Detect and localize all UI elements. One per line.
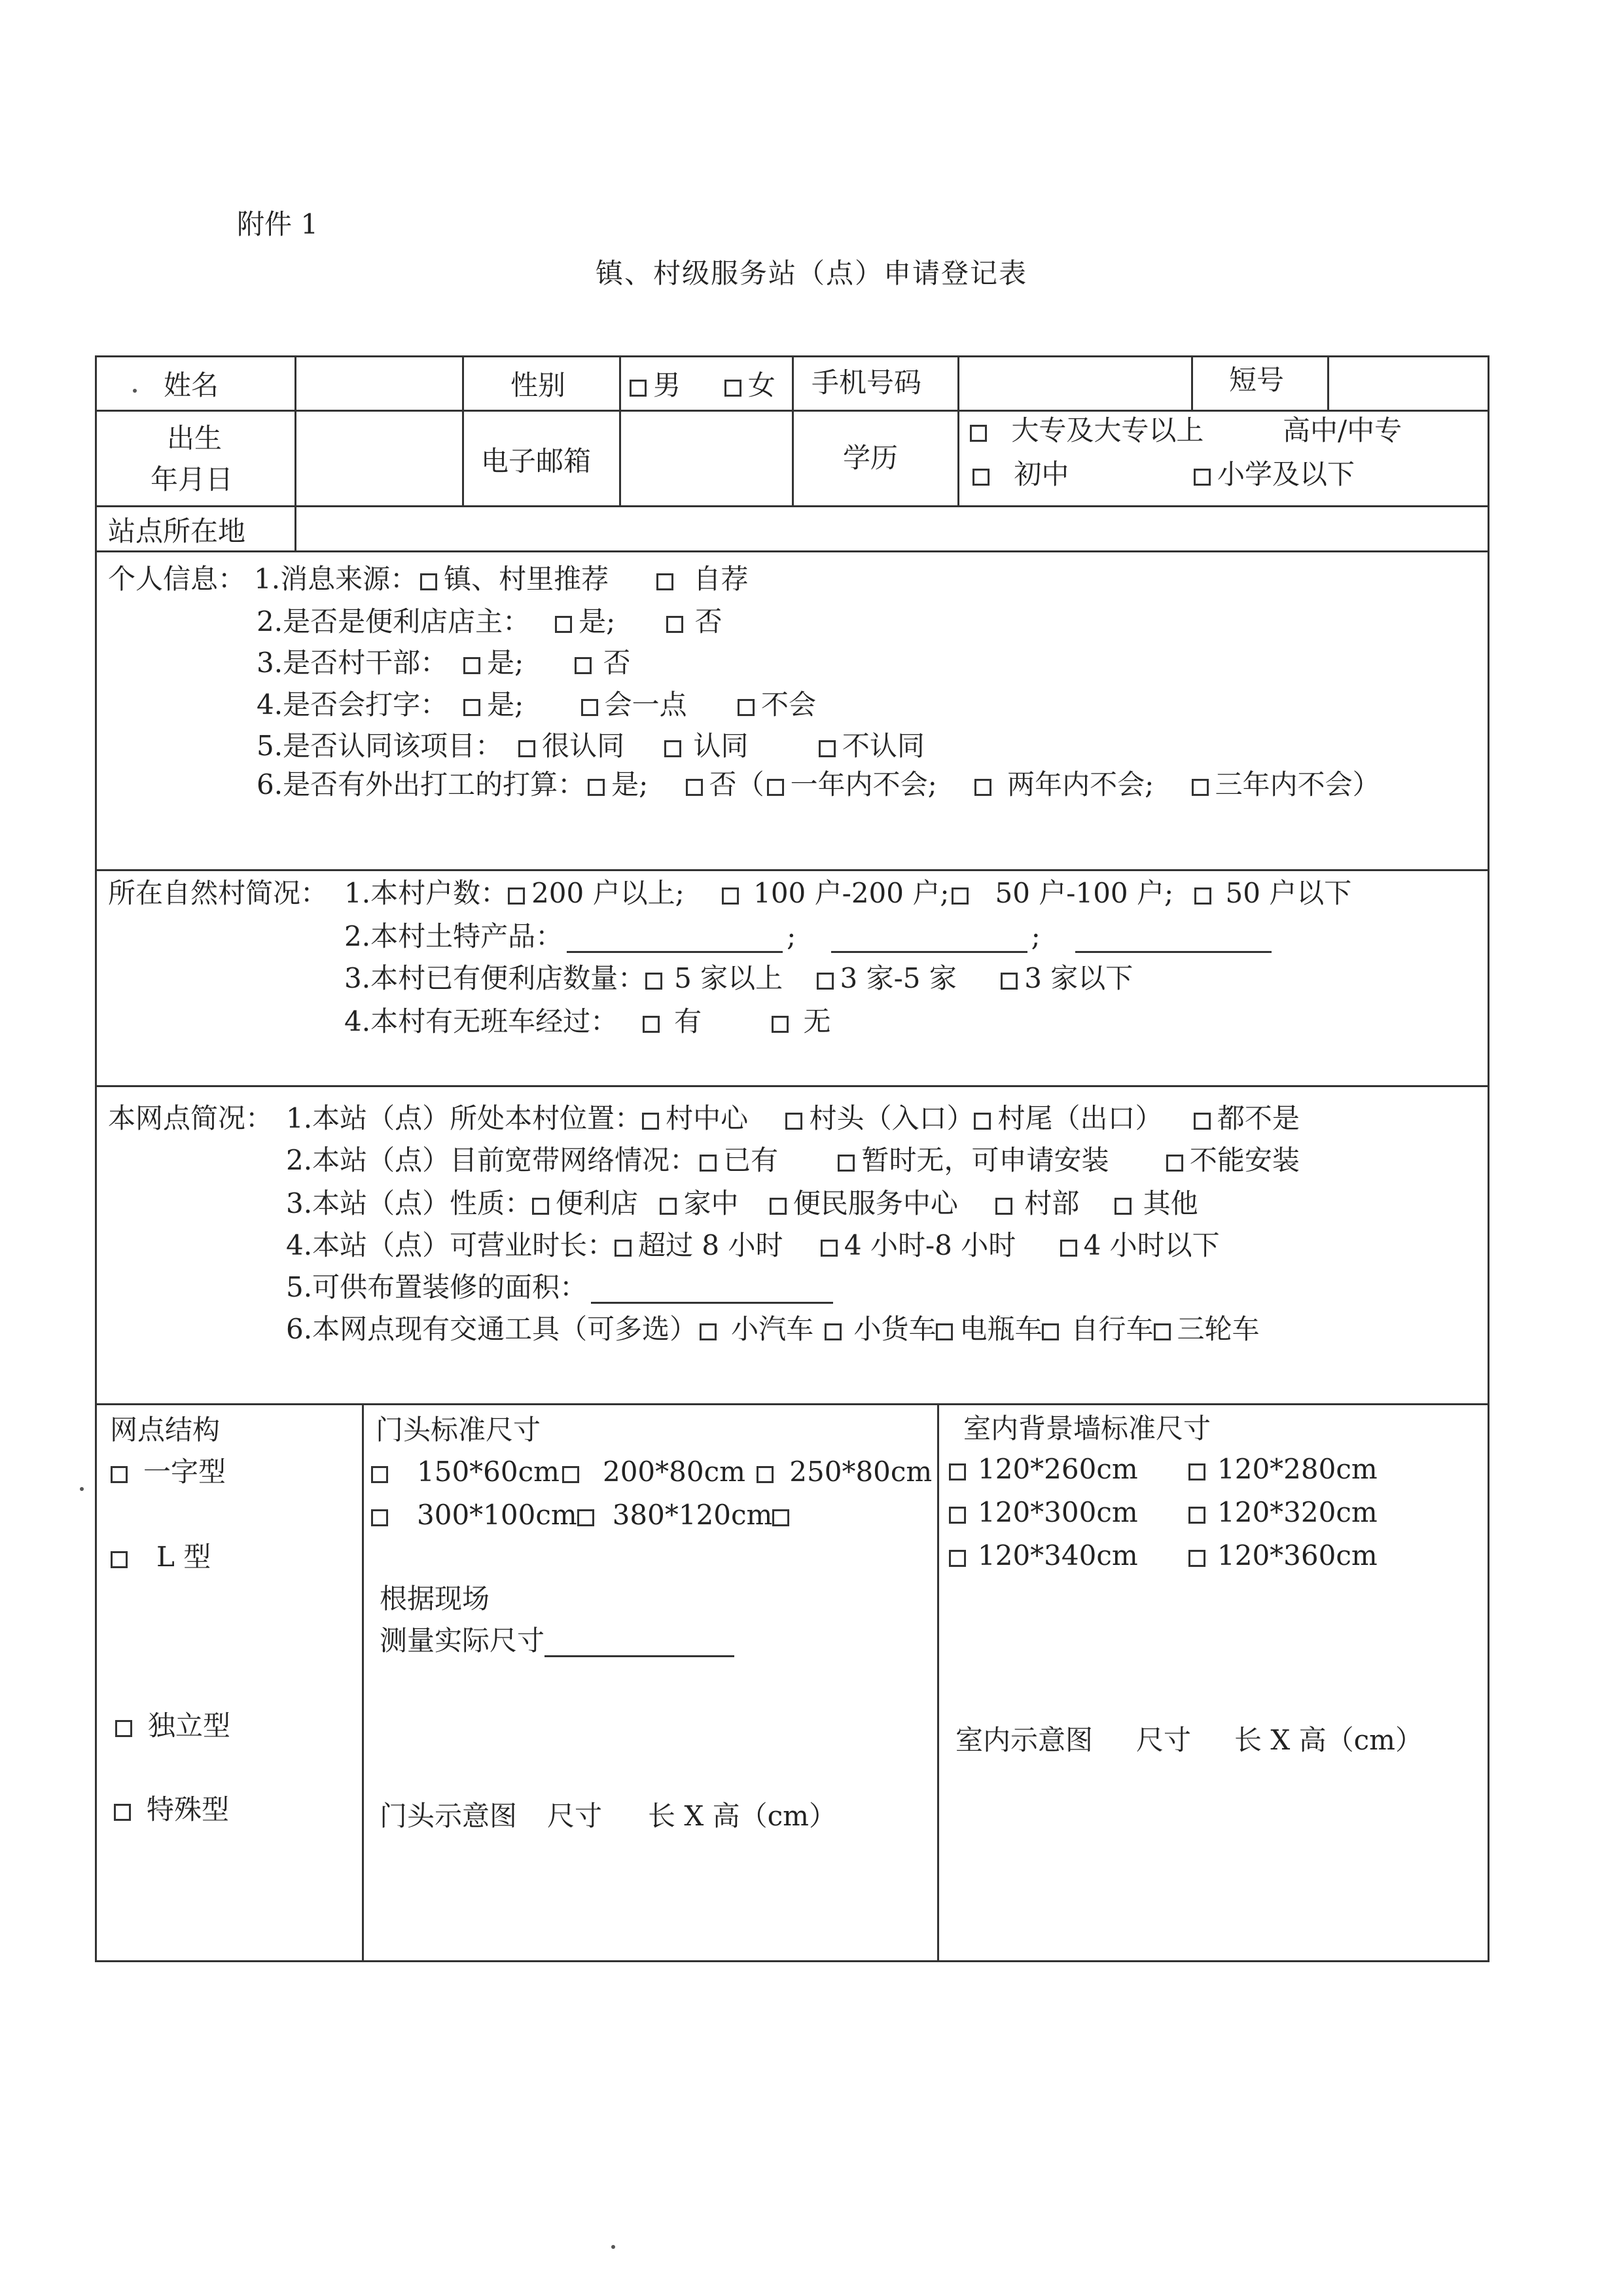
structure-l-checkbox[interactable] <box>111 1551 128 1568</box>
bus-no-checkbox[interactable] <box>772 1016 789 1033</box>
door-size-label: 门头标准尺寸 <box>376 1414 541 1446</box>
edu-college-option: 大专及大专以上 <box>967 414 1204 447</box>
door-150x60-checkbox[interactable] <box>371 1466 388 1483</box>
typing-no-checkbox[interactable] <box>738 699 755 716</box>
vehicle-car-checkbox[interactable] <box>700 1323 717 1340</box>
outlet-q1: 1.本站（点）所处本村位置： 村中心 村头（入口） 村尾（出口） 都不是 <box>286 1102 1300 1134</box>
type-home-checkbox[interactable] <box>660 1198 677 1215</box>
door-sizes-row-1: 150*60cm 200*80cm 250*80cm <box>368 1456 932 1488</box>
outlet-q6: 6.本网点现有交通工具（可多选） 小汽车 小货车 电瓶车 自行车 三轮车 <box>286 1313 1260 1345</box>
bus-yes-checkbox[interactable] <box>643 1016 660 1033</box>
structure-linear-option: 一字型 <box>108 1456 226 1488</box>
indoor-120x360-checkbox[interactable] <box>1188 1550 1205 1567</box>
indoor-120x280-checkbox[interactable] <box>1188 1463 1205 1480</box>
door-sizes-row-2: 300*100cm 380*120cm <box>368 1499 796 1532</box>
birth-label-1: 出生 <box>167 422 223 454</box>
indoor-size-320: 120*320cm <box>1186 1496 1378 1529</box>
location-entrance-checkbox[interactable] <box>785 1113 802 1130</box>
indoor-120x300-checkbox[interactable] <box>949 1507 966 1524</box>
households-under-50-checkbox[interactable] <box>1194 888 1211 905</box>
type-service-center-checkbox[interactable] <box>770 1198 787 1215</box>
name-label: 姓名 <box>164 369 219 401</box>
col-line <box>792 355 794 505</box>
broadband-apply-checkbox[interactable] <box>838 1155 855 1172</box>
stores-over-5-checkbox[interactable] <box>645 973 662 990</box>
edu-junior-option: 初中 <box>970 458 1069 491</box>
two-year-checkbox[interactable] <box>974 779 991 796</box>
structure-linear-checkbox[interactable] <box>111 1466 128 1483</box>
area-blank[interactable] <box>591 1278 833 1304</box>
hours-under-4-checkbox[interactable] <box>1060 1240 1077 1257</box>
col-line <box>937 1403 939 1962</box>
work-away-yes-checkbox[interactable] <box>588 779 605 796</box>
structure-special-checkbox[interactable] <box>114 1804 131 1821</box>
outlet-q2: 2.本站（点）目前宽带网络情况： 已有 暂时无，可申请安装 不能安装 <box>286 1144 1300 1176</box>
stores-3-5-checkbox[interactable] <box>817 973 834 990</box>
attachment-label: 附件 1 <box>237 208 319 240</box>
education-label: 学历 <box>843 442 899 474</box>
vehicle-van-checkbox[interactable] <box>825 1323 842 1340</box>
col-line <box>619 355 621 410</box>
door-measure-blank[interactable] <box>544 1632 734 1657</box>
edu-primary-checkbox[interactable] <box>1194 469 1211 486</box>
indoor-size-300: 120*300cm <box>946 1496 1138 1529</box>
one-year-checkbox[interactable] <box>767 779 784 796</box>
male-option: 男 <box>653 369 681 401</box>
type-village-office-checkbox[interactable] <box>995 1198 1012 1215</box>
indoor-size-label: 室内背景墙标准尺寸 <box>963 1412 1211 1444</box>
form-title: 镇、村级服务站（点）申请登记表 <box>595 257 1027 289</box>
edu-college-checkbox[interactable] <box>970 425 987 442</box>
edu-junior-checkbox[interactable] <box>972 469 990 486</box>
typing-some-checkbox[interactable] <box>581 699 598 716</box>
hours-over-8-checkbox[interactable] <box>615 1240 632 1257</box>
disagree-checkbox[interactable] <box>819 740 836 757</box>
short-number-label: 短号 <box>1229 364 1285 396</box>
village-q4: 4.本村有无班车经过： 有 无 <box>344 1005 831 1037</box>
col-line <box>362 1403 364 1962</box>
source-recommended-checkbox[interactable] <box>420 573 437 590</box>
cadre-no-checkbox[interactable] <box>575 657 592 674</box>
row-line <box>95 869 1489 871</box>
agree-checkbox[interactable] <box>664 740 681 757</box>
birth-label-2: 年月日 <box>151 463 234 495</box>
three-year-checkbox[interactable] <box>1192 779 1209 796</box>
personal-info-label: 个人信息： <box>108 563 246 595</box>
households-100-200-checkbox[interactable] <box>722 888 739 905</box>
village-q1: 1.本村户数： 200 户以上; 100 户-200 户; 50 户-100 户; 50 户以下 <box>344 877 1352 909</box>
female-option: 女 <box>747 369 776 401</box>
scan-speck <box>80 1487 84 1491</box>
structure-standalone-checkbox[interactable] <box>115 1720 132 1737</box>
typing-yes-checkbox[interactable] <box>463 699 480 716</box>
indoor-sketch-caption: 室内示意图 尺寸 长 X 高（cm） <box>955 1724 1423 1756</box>
broadband-yes-checkbox[interactable] <box>700 1155 717 1172</box>
indoor-120x320-checkbox[interactable] <box>1188 1507 1205 1524</box>
store-owner-no-checkbox[interactable] <box>666 616 683 633</box>
gender-label: 性别 <box>510 369 566 401</box>
type-store-checkbox[interactable] <box>532 1198 549 1215</box>
door-onsite-2: 测量实际尺寸 <box>380 1624 738 1657</box>
structure-special-option: 特殊型 <box>111 1793 229 1826</box>
col-line <box>1191 355 1193 410</box>
door-380x120-checkbox[interactable] <box>577 1509 594 1526</box>
col-line <box>619 410 621 505</box>
outlet-q3: 3.本站（点）性质： 便利店 家中 便民服务中心 村部 其他 <box>286 1187 1198 1219</box>
personal-q4: 4.是否会打字： 是; 会一点 不会 <box>257 689 816 721</box>
indoor-size-280: 120*280cm <box>1186 1453 1378 1486</box>
row-line <box>95 550 1489 552</box>
source-self-checkbox[interactable] <box>656 573 673 590</box>
col-line <box>294 355 296 505</box>
phone-value[interactable] <box>965 367 1181 399</box>
hours-4-8-checkbox[interactable] <box>821 1240 838 1257</box>
row-line <box>95 1403 1489 1405</box>
outlet-label: 本网点简况： <box>108 1102 274 1134</box>
households-50-100-checkbox[interactable] <box>952 888 969 905</box>
col-line <box>1327 355 1329 410</box>
outlet-q5: 5.可供布置装修的面积： <box>286 1271 837 1304</box>
village-q3: 3.本村已有便利店数量： 5 家以上 3 家-5 家 3 家以下 <box>344 962 1133 994</box>
col-line <box>957 355 959 505</box>
col-line <box>462 355 464 505</box>
structure-standalone-option: 独立型 <box>113 1710 230 1742</box>
broadband-unable-checkbox[interactable] <box>1166 1155 1183 1172</box>
edu-high-option: 高中/中专 <box>1283 414 1402 446</box>
specialty-blank-2[interactable] <box>831 927 1027 953</box>
email-value[interactable] <box>627 432 784 484</box>
phone-label: 手机号码 <box>812 367 922 399</box>
structure-l-option: L 型 <box>108 1541 211 1573</box>
specialty-blank-1[interactable] <box>567 927 783 953</box>
door-other-checkbox[interactable] <box>772 1509 789 1526</box>
indoor-sketch-area[interactable] <box>949 1767 1479 1954</box>
door-250x80-checkbox[interactable] <box>757 1466 774 1483</box>
female-checkbox[interactable] <box>724 380 741 397</box>
male-checkbox[interactable] <box>630 380 647 397</box>
personal-q5: 5.是否认同该项目： 很认同 认同 不认同 <box>257 730 925 762</box>
door-300x100-checkbox[interactable] <box>371 1509 388 1526</box>
indoor-120x260-checkbox[interactable] <box>949 1463 966 1480</box>
village-q2: 2.本村土特产品： ; ; <box>344 920 1275 953</box>
vehicle-tricycle-checkbox[interactable] <box>1154 1323 1171 1340</box>
village-label: 所在自然村简况： <box>108 877 329 909</box>
personal-q2: 2.是否是便利店店主： 是; 否 <box>257 605 722 637</box>
col-line <box>294 505 296 550</box>
door-sketch-area[interactable] <box>373 1846 929 1954</box>
row-line <box>95 505 1489 507</box>
door-onsite-1: 根据现场 <box>380 1583 490 1615</box>
row-line <box>95 1085 1489 1087</box>
edu-primary-option: 小学及以下 <box>1191 458 1355 491</box>
personal-q6: 6.是否有外出打工的打算： 是; 否（ 一年内不会; 两年内不会; 三年内不会） <box>257 768 1380 800</box>
agree-strong-checkbox[interactable] <box>518 740 535 757</box>
site-location-value[interactable] <box>304 515 1476 547</box>
personal-q3: 3.是否村干部： 是; 否 <box>257 647 631 679</box>
cadre-yes-checkbox[interactable] <box>463 657 480 674</box>
work-away-no-checkbox[interactable] <box>686 779 703 796</box>
households-200-checkbox[interactable] <box>508 888 525 905</box>
store-owner-yes-checkbox[interactable] <box>555 616 572 633</box>
location-none-checkbox[interactable] <box>1194 1113 1211 1130</box>
door-200x80-checkbox[interactable] <box>562 1466 579 1483</box>
indoor-size-360: 120*360cm <box>1186 1539 1378 1572</box>
location-exit-checkbox[interactable] <box>974 1113 991 1130</box>
indoor-120x340-checkbox[interactable] <box>949 1550 966 1567</box>
structure-label: 网点结构 <box>110 1414 221 1446</box>
birth-value[interactable] <box>301 432 458 484</box>
specialty-blank-3[interactable] <box>1075 927 1272 953</box>
vehicle-bicycle-checkbox[interactable] <box>1042 1323 1059 1340</box>
location-center-checkbox[interactable] <box>642 1113 659 1130</box>
short-number-value[interactable] <box>1335 364 1479 397</box>
scan-speck <box>611 2245 615 2249</box>
email-label: 电子邮箱 <box>481 445 592 477</box>
vehicle-ebike-checkbox[interactable] <box>936 1323 953 1340</box>
indoor-size-340: 120*340cm <box>946 1539 1138 1572</box>
name-value[interactable] <box>301 369 458 402</box>
indoor-size-260: 120*260cm <box>946 1453 1138 1486</box>
type-other-checkbox[interactable] <box>1115 1198 1132 1215</box>
site-location-label: 站点所在地 <box>108 515 246 547</box>
door-sketch-caption: 门头示意图 尺寸 长 X 高（cm） <box>380 1800 836 1832</box>
scan-speck <box>133 389 137 393</box>
personal-q1: 1.消息来源： 镇、村里推荐 自荐 <box>254 563 749 595</box>
stores-under-3-checkbox[interactable] <box>1001 973 1018 990</box>
outlet-q4: 4.本站（点）可营业时长： 超过 8 小时 4 小时-8 小时 4 小时以下 <box>286 1229 1220 1261</box>
gender-options <box>627 369 776 402</box>
